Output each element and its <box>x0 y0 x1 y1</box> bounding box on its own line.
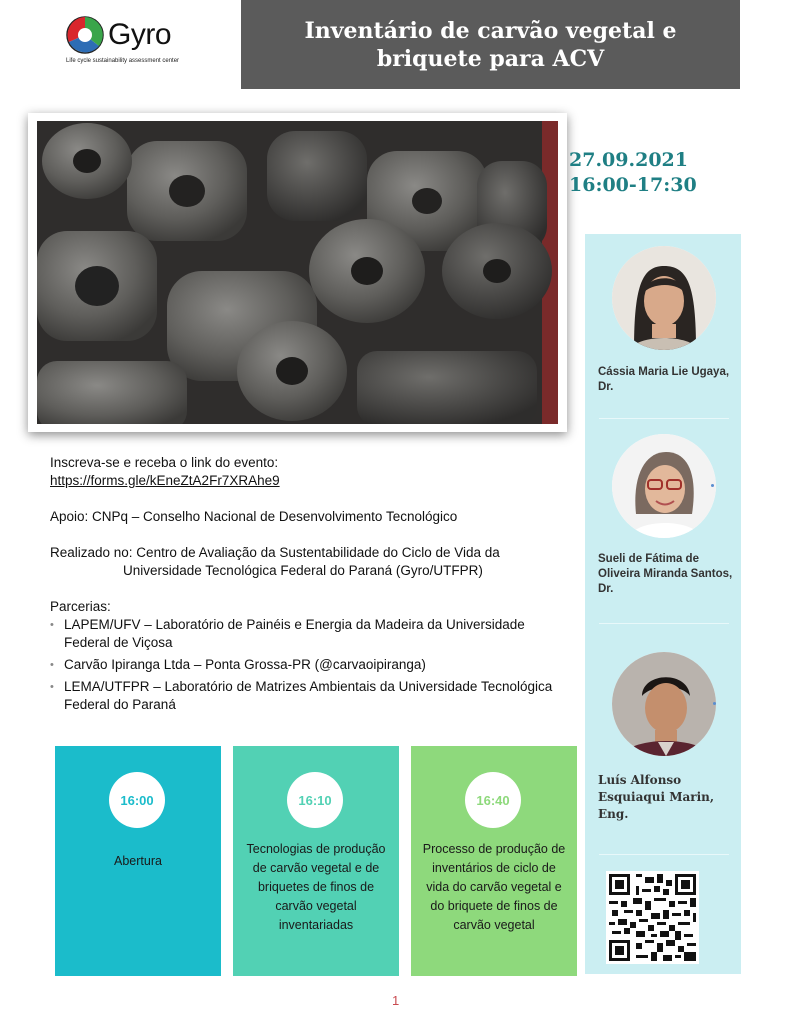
partner-item: • Carvão Ipiranga Ltda – Ponta Grossa-PR (@carvaoipiranga) <box>50 656 570 674</box>
register-link[interactable]: https://forms.gle/kEneZtA2Fr7XRAhe9 <box>50 473 280 488</box>
title-banner <box>241 0 740 89</box>
partners-list <box>50 616 570 714</box>
schedule-description: Processo de produção de inventários de ciclo de vida do carvão vegetal e do briquete de finos de carvão vegetal <box>422 842 566 932</box>
held-at-line-1: Realizado no: Centro de Avaliação da Sustentabilidade do Ciclo de Vida da <box>50 545 500 560</box>
schedule-card <box>55 746 221 976</box>
speaker-name: Luís Alfonso Esquiaqui Marin, Eng. <box>598 773 715 821</box>
speaker-name: Sueli de Fátima de Oliveira Miranda Santos, Dr. <box>598 553 733 595</box>
partners-heading: Parcerias: <box>50 599 111 614</box>
decorative-dot <box>711 484 714 487</box>
event-datetime <box>569 148 769 198</box>
speaker-divider <box>599 854 729 855</box>
event-date: 27.09.2021 <box>569 149 688 171</box>
speaker-photo <box>612 246 716 350</box>
qr-code-icon <box>606 871 699 964</box>
speaker-divider <box>599 623 729 624</box>
partner-item: • LAPEM/UFV – Laboratório de Painéis e Energia da Madeira da Universidade Federal de Viçosa <box>50 616 570 652</box>
decorative-dot <box>713 702 716 705</box>
schedule-card <box>233 746 399 976</box>
page-number: 1 <box>392 993 400 1008</box>
speakers-panel <box>585 234 741 974</box>
schedule-time: 16:40 <box>465 772 521 828</box>
speaker-name: Cássia Maria Lie Ugaya, Dr. <box>598 366 730 393</box>
event-time: 16:00-17:30 <box>569 174 697 196</box>
held-at-line-2: Universidade Tecnológica Federal do Paraná (Gyro/UTFPR) <box>123 563 483 578</box>
logo-wordmark: Gyro <box>108 18 172 51</box>
schedule-time: 16:10 <box>287 772 343 828</box>
schedule-description: Tecnologias de produção de carvão vegetal e de briquetes de finos de carvão vegetal inventariadas <box>246 842 386 932</box>
gyro-logo-icon <box>66 16 104 54</box>
speaker-photo <box>612 434 716 538</box>
schedule-description: Abertura <box>114 854 162 868</box>
page-title: Inventário de carvão vegetal e briquete para ACV <box>304 17 677 72</box>
register-text: Inscreva-se e receba o link do evento: <box>50 455 279 470</box>
schedule-time: 16:00 <box>109 772 165 828</box>
logo-tagline: Life cycle sustainability assessment center <box>66 58 180 64</box>
qr-code[interactable] <box>606 871 699 964</box>
event-details <box>50 454 570 718</box>
briquette-photo-frame <box>28 113 567 432</box>
partner-item: • LEMA/UTFPR – Laboratório de Matrizes Ambientais da Universidade Tecnológica Federal do Paraná <box>50 678 570 714</box>
support-text: Apoio: CNPq – Conselho Nacional de Desenvolvimento Tecnológico <box>50 509 458 524</box>
schedule-card <box>411 746 577 976</box>
speaker-divider <box>599 418 729 419</box>
speaker-photo <box>612 652 716 756</box>
gyro-logo <box>66 14 206 72</box>
briquette-photo <box>37 121 558 424</box>
